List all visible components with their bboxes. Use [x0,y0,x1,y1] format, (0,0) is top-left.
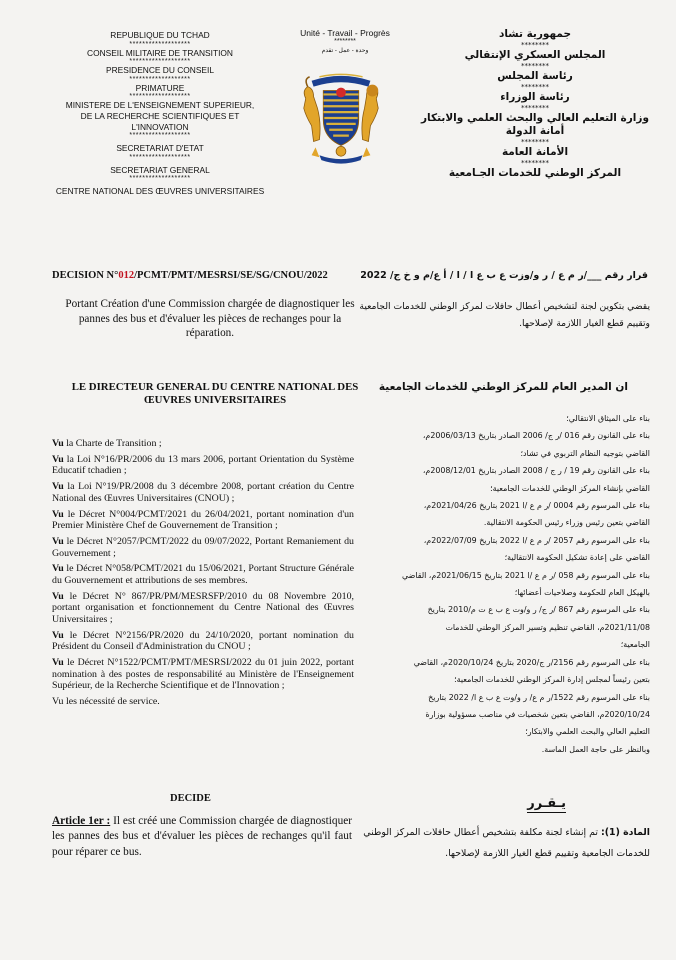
vu-line-ar: بناء على المرسوم رقم 2057 /ر م ع /ا 2022 بتاريخ 2022/07/09م، [423,535,650,545]
header-cnou-ar: المركز الوطني للخدمات الجـامعية [448,167,622,179]
separator-stars: ******************* [129,58,191,66]
vu-label: Vu [52,453,64,465]
header-secretariat-etat: SECRETARIAT D'ETAT [116,143,204,154]
vu-text: le Décret N° 867/PR/PM/MESRSFP/2010 du 08 Novembre 2010, portant organisation et fonctionnement du Centre National des Œuvres Universitaires ; [52,590,354,625]
article-1-text: Il est créé une Commission chargée de diagnostiquer les pannes des bus et d'évaluer les pièces de rechanges qu'il faut pour réparer ce bus. [52,815,352,858]
vu-line-ar: بالهيكل العام للحكومة وصلاحيات أعضائها؛ [514,588,650,598]
vu-item [52,454,354,477]
header-primature: PRIMATURE [135,82,185,93]
vu-item [52,696,354,708]
vu-text: le Décret N°2156/PR/2020 du 24/10/2020, portant nomination du Président du Conseil d'Administration du CNOU ; [52,629,354,653]
separator-stars: ******** [521,62,549,70]
decide-heading: DECIDE [170,793,211,804]
vu-line-ar: القاضي على إعادة تشكيل الحكومة الانتقالية؛ [504,553,650,563]
vu-item [52,630,354,653]
vu-line-ar: بناء على القانون رقم 016 /ر ج/ 2006 الصادر بتاريخ 2006/03/13م، [422,431,650,441]
vu-list-ar [338,410,650,758]
vu-list [52,438,354,712]
decision-title-ar: قرار رقم ___/ر م ع / ر و/وزت ع ب ع ا / ا / أ ع/م و خ ج/ 2022 [360,270,648,281]
vu-label: Vu [52,590,64,602]
article-1-text-ar: تم إنشاء لجنة مكلفة بتشخيص أعطال حافلات المركز الوطني للخدمات الجامعية وتقييم قطع الغيار اللازمة لإصلاحها. [363,827,650,859]
separator-stars: ******************* [129,93,191,101]
header-secretariat-etat-ar: أمانة الدولة [505,125,565,137]
vu-text: le Décret N°004/PCMT/2021 du 26/04/2021, portant nomination d'un Premier Ministère Chef de Gouvernement de Transition ; [52,508,354,532]
separator-stars: ******** [521,41,549,49]
header-secretariat-general-ar: الأمانة العامة [501,146,569,158]
vu-line-ar: بناء على الميثاق الانتقالي؛ [566,414,650,423]
separator-stars: ******** [334,38,356,45]
header-presidency-ar: رئاسة المجلس [497,70,573,82]
header-council: CONSEIL MILITAIRE DE TRANSITION [87,47,233,58]
vu-item [52,563,354,586]
vu-line-ar: 2020/10/24م، القاضي بتعين شخصيات في مناصب مسؤولية بوزارة [425,709,650,719]
article-1-label: Article 1er : [52,815,111,827]
national-motto: Unité - Travail - Progrès [300,28,390,38]
vu-text: le Décret N°2057/PCMT/2022 du 09/07/2022, Portant Remaniement du Gouvernement ; [52,535,354,559]
vu-text: les nécessité de service. [63,695,160,707]
header-ministry-1: MINISTERE DE L'ENSEIGNEMENT SUPERIEUR, [65,100,255,111]
header-ministry-3: L'INNOVATION [131,121,189,132]
header-country-ar: جمهورية تشاد [498,28,572,40]
vu-label: Vu [52,535,64,547]
vu-line-ar: بتعين رئيساً لمجلس إدارة المركز الوطني للخدمات الجامعية؛ [454,675,650,685]
vu-line-ar: بناء على المرسوم رقم 058 /ر م ع /ا 2021 بتاريخ 2021/06/15م، القاضي [402,570,650,580]
header-secretariat-general: SECRETARIAT GENERAL [110,164,210,175]
separator-stars: ******************* [129,153,191,161]
separator-stars: ******** [521,138,549,146]
article-1 [52,814,352,860]
vu-line-ar: القاضي بتوجيه النظام التربوي في تشاد؛ [520,448,650,458]
header-primature-ar: رئاسة الوزراء [500,91,570,103]
vu-line-ar: وبالنظر على حاجة العمل الماسة. [541,744,650,754]
vu-line-ar: بناء على المرسوم رقم 1522/ر م ع/ ر و/وت ع ب ع ا/ 2022 بتاريخ [428,692,650,702]
vu-text: le Décret N°058/PCMT/2021 du 15/06/2021, Portant Structure Générale du Gouvernement et attributions de ses membres. [52,563,354,586]
vu-line-ar: القاضي بتعين رئيس وزراء رئيس الحكومة الانتقالية. [483,518,650,528]
header-council-ar: المجلس العسكري الإنتقالي [464,49,606,61]
decide-heading-ar: يـقـرر [527,796,566,811]
vu-item [52,481,354,504]
separator-stars: ******** [521,159,549,167]
vu-text: la Loi N°19/PR/2008 du 3 décembre 2008, portant création du Centre National des Œuvres Universitaires (CNOU) ; [52,481,354,504]
vu-label: Vu [52,657,64,668]
vu-line-ar: الجامعية؛ [620,640,650,650]
vu-item [52,536,354,559]
director-heading-ar: ان المدير العام للمركز الوطني للخدمات الجامعية [378,381,628,393]
separator-stars: ******************* [129,175,191,183]
separator-stars: ******************* [129,75,191,83]
separator-stars: ******************* [129,40,191,48]
vu-text: la Charte de Transition ; [63,438,162,449]
header-right [420,28,650,180]
national-motto-arabic: وحدة - عمل - تقدم [321,48,369,54]
vu-label: Vu [52,629,64,641]
decision-number: 012 [118,270,135,281]
vu-line-ar: القاضي بإنشاء المركز الوطني للخدمات الجامعية؛ [490,483,650,493]
header-left [30,30,290,197]
vu-text: la Loi N°16/PR/2006 du 13 mars 2006, portant Orientation du Système Educatif tchadien ; [52,453,354,477]
article-1-ar [348,822,650,864]
header-center [285,28,405,54]
vu-label: Vu [52,695,64,707]
vu-item [52,591,354,626]
header-ministry-2: DE LA RECHERCHE SCIENTIFIQUES ET [80,110,240,121]
vu-item [52,438,354,450]
vu-line-ar: بناء على المرسوم رقم 2156/ر ج/2020 بتاريخ 2020/10/24م، القاضي [413,657,650,667]
vu-line-ar: بناء على القانون رقم 19 / ر ج / 2008 الصادر بتاريخ 2008/12/01م، [422,466,650,476]
coat-of-arms-icon [292,68,390,168]
vu-text: le Décret N°1522/PCMT/PMT/MESRSI/2022 du 01 juin 2022, portant nomination à des postes de responsabilité au Ministère de l'Enseignement Supérieur, de la Recherche Scientifique et de l'Innovation ; [52,657,354,692]
separator-stars: ******** [521,83,549,91]
header-cnou: CENTRE NATIONAL DES ŒUVRES UNIVERSITAIRES [55,186,265,197]
decision-subject-ar: يقضي بتكوين لجنة لتشخيص أعطال حافلات لمركز الوطني للخدمات الجامعية وتقييم قطع الغيار اللازمة لإصلاحها. [359,301,650,329]
vu-item [52,657,354,692]
article-1-label-ar: المادة (1): [600,827,650,838]
vu-line-ar: بناء على المرسوم رقم 0004 /ر م ع /ا 2021 بتاريخ 2021/04/26م، [423,501,650,511]
header-ministry-ar: وزارة التعليم العالي والبحث العلمي والابتكار [421,112,649,124]
vu-line-ar: التعليم العالي والبحث العلمي والابتكار؛ [525,727,650,737]
separator-stars: ******************* [129,132,191,140]
vu-label: Vu [52,563,64,575]
vu-line-ar: بناء على المرسوم رقم 867 /ر ج/ ر و/وت ع ب ع ت م/2010 بتاريخ [427,605,650,615]
vu-label: Vu [52,438,64,449]
decision-title [52,270,328,281]
decision-subject: Portant Création d'une Commission chargée de diagnostiquer les pannes des bus et d'évaluer les pièces de rechanges pour la réparation. [65,298,355,340]
header-presidency: PRESIDENCE DU CONSEIL [106,65,214,76]
decision-prefix: DECISION N° [52,270,119,281]
separator-stars: ******** [521,104,549,112]
vu-line-ar: 2021/11/08م، القاضي تنظيم وتسير المركز الوطني للخدمات [445,622,650,632]
vu-item [52,509,354,532]
vu-label: Vu [52,481,64,493]
director-heading: LE DIRECTEUR GENERAL DU CENTRE NATIONAL DES ŒUVRES UNIVERSITAIRES [71,381,359,406]
header-country: REPUBLIQUE DU TCHAD [110,30,210,40]
decision-suffix: /PCMT/PMT/MESRSI/SE/SG/CNOU/2022 [134,270,328,281]
vu-label: Vu [52,508,64,520]
